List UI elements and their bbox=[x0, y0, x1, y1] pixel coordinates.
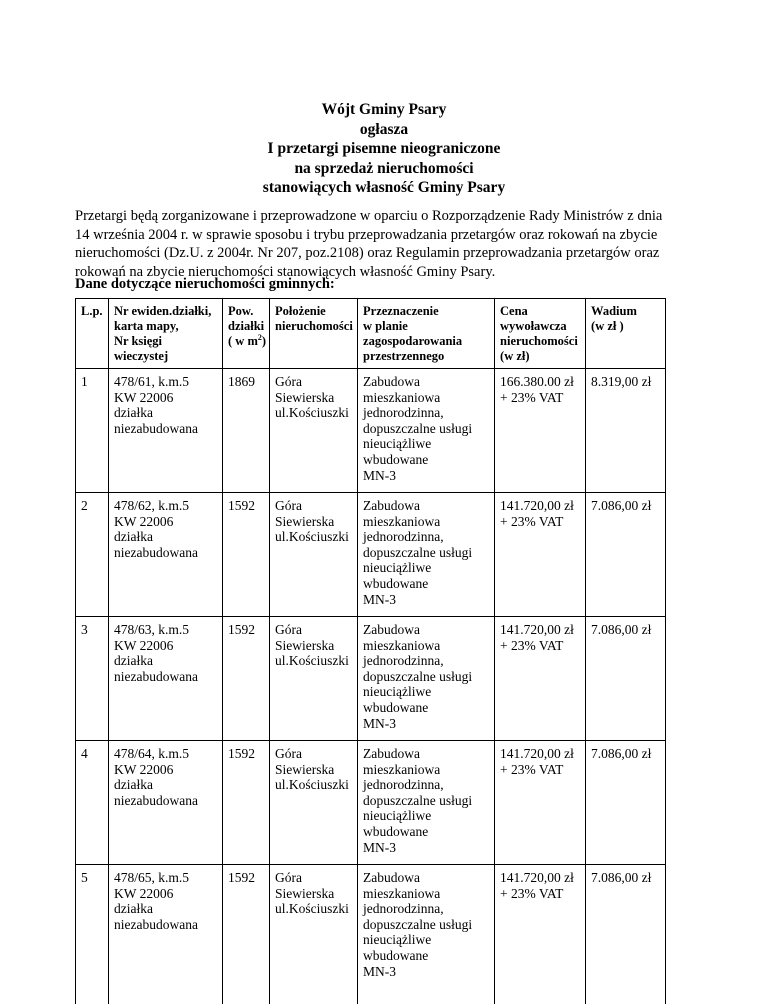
cell-line: ul.Kościuszki bbox=[275, 653, 354, 669]
cell-area: 1592 bbox=[223, 865, 270, 1004]
cell-parcel-number bbox=[109, 865, 223, 1004]
cell-line: działka bbox=[114, 653, 219, 669]
cell-line: 478/64, k.m.5 bbox=[114, 746, 219, 762]
cell-line: KW 22006 bbox=[114, 638, 219, 654]
cell-line: Zabudowa bbox=[363, 498, 491, 514]
cell-price bbox=[495, 865, 586, 1004]
cell-parcel-number bbox=[109, 617, 223, 741]
intro-line: rokowań na zbycie nieruchomości stanowiących własność Gminy Psary. bbox=[75, 263, 715, 282]
header-line: (w zł ) bbox=[591, 319, 662, 334]
cell-price bbox=[495, 617, 586, 741]
header-line-part: ( w m bbox=[228, 334, 258, 348]
cell-line: Góra bbox=[275, 622, 354, 638]
table-header-row bbox=[76, 299, 666, 369]
header-line: Położenie bbox=[275, 304, 354, 319]
cell-line: MN-3 bbox=[363, 592, 491, 608]
cell-purpose bbox=[358, 741, 495, 865]
intro-line: 14 września 2004 r. w sprawie sposobu i trybu przeprowadzania przetargów oraz rokowań na zbycie bbox=[75, 226, 715, 245]
header-line: (w zł) bbox=[500, 349, 582, 364]
cell-line: MN-3 bbox=[363, 716, 491, 732]
cell-line: 478/63, k.m.5 bbox=[114, 622, 219, 638]
cell-line: Siewierska bbox=[275, 390, 354, 406]
header-purpose bbox=[358, 299, 495, 369]
header-line bbox=[228, 334, 266, 349]
cell-line: nieuciążliwe bbox=[363, 684, 491, 700]
cell-line: nieuciążliwe bbox=[363, 808, 491, 824]
cell-line: KW 22006 bbox=[114, 886, 219, 902]
cell-price bbox=[495, 369, 586, 493]
cell-line: działka bbox=[114, 777, 219, 793]
cell-line: Góra bbox=[275, 870, 354, 886]
cell-line: jednorodzinna, bbox=[363, 529, 491, 545]
cell-line: niezabudowana bbox=[114, 669, 219, 685]
cell-line: MN-3 bbox=[363, 840, 491, 856]
cell-line: jednorodzinna, bbox=[363, 901, 491, 917]
cell-lp: 1 bbox=[76, 369, 109, 493]
cell-line: + 23% VAT bbox=[500, 390, 582, 406]
cell-line: ul.Kościuszki bbox=[275, 777, 354, 793]
cell-area: 1592 bbox=[223, 493, 270, 617]
cell-line: jednorodzinna, bbox=[363, 405, 491, 421]
cell-location bbox=[270, 741, 358, 865]
cell-lp: 2 bbox=[76, 493, 109, 617]
cell-deposit: 8.319,00 zł bbox=[586, 369, 666, 493]
cell-line: niezabudowana bbox=[114, 421, 219, 437]
intro-line: nieruchomości (Dz.U. z 2004r. Nr 207, poz.2108) oraz Regulamin przeprowadzania przetargów oraz bbox=[75, 244, 715, 263]
cell-line: wbudowane bbox=[363, 824, 491, 840]
cell-line: Siewierska bbox=[275, 762, 354, 778]
cell-line: Góra bbox=[275, 746, 354, 762]
header-line: nieruchomości bbox=[500, 334, 582, 349]
header-line: zagospodarowania bbox=[363, 334, 491, 349]
cell-price bbox=[495, 493, 586, 617]
cell-purpose bbox=[358, 493, 495, 617]
header-lp bbox=[76, 299, 109, 369]
header-line: Przeznaczenie bbox=[363, 304, 491, 319]
title-line: ogłasza bbox=[0, 120, 768, 140]
cell-purpose bbox=[358, 369, 495, 493]
cell-deposit: 7.086,00 zł bbox=[586, 617, 666, 741]
cell-deposit: 7.086,00 zł bbox=[586, 865, 666, 1004]
cell-location bbox=[270, 865, 358, 1004]
cell-line: Zabudowa bbox=[363, 870, 491, 886]
cell-area: 1592 bbox=[223, 617, 270, 741]
cell-line: Siewierska bbox=[275, 514, 354, 530]
header-line: działki bbox=[228, 319, 266, 334]
title-line: na sprzedaż nieruchomości bbox=[0, 159, 768, 179]
table-row bbox=[76, 369, 666, 493]
cell-purpose bbox=[358, 865, 495, 1004]
cell-line: dopuszczalne usługi bbox=[363, 421, 491, 437]
header-line: przestrzennego bbox=[363, 349, 491, 364]
table-row bbox=[76, 741, 666, 865]
cell-line: ul.Kościuszki bbox=[275, 901, 354, 917]
cell-line: mieszkaniowa bbox=[363, 886, 491, 902]
cell-line: nieuciążliwe bbox=[363, 436, 491, 452]
cell-line: niezabudowana bbox=[114, 545, 219, 561]
cell-line: dopuszczalne usługi bbox=[363, 545, 491, 561]
header-price bbox=[495, 299, 586, 369]
cell-line: KW 22006 bbox=[114, 762, 219, 778]
cell-line: + 23% VAT bbox=[500, 762, 582, 778]
cell-parcel-number bbox=[109, 741, 223, 865]
intro-line: Przetargi będą zorganizowane i przeprowadzone w oparciu o Rozporządzenie Rady Ministrów z dnia bbox=[75, 207, 715, 226]
cell-line: Zabudowa bbox=[363, 374, 491, 390]
cell-lp: 5 bbox=[76, 865, 109, 1004]
cell-line: ul.Kościuszki bbox=[275, 529, 354, 545]
table-row bbox=[76, 493, 666, 617]
header-line: wywoławcza bbox=[500, 319, 582, 334]
header-line: Pow. bbox=[228, 304, 266, 319]
cell-line: niezabudowana bbox=[114, 917, 219, 933]
cell-line: MN-3 bbox=[363, 468, 491, 484]
cell-line: 478/65, k.m.5 bbox=[114, 870, 219, 886]
cell-line: Siewierska bbox=[275, 886, 354, 902]
cell-line: 478/61, k.m.5 bbox=[114, 374, 219, 390]
cell-line: działka bbox=[114, 405, 219, 421]
cell-line: dopuszczalne usługi bbox=[363, 793, 491, 809]
cell-line: nieuciążliwe bbox=[363, 932, 491, 948]
cell-line: jednorodzinna, bbox=[363, 653, 491, 669]
table-row bbox=[76, 865, 666, 1004]
header-line: nieruchomości bbox=[275, 319, 354, 334]
header-parcel-number bbox=[109, 299, 223, 369]
cell-location bbox=[270, 617, 358, 741]
cell-lp: 4 bbox=[76, 741, 109, 865]
header-area bbox=[223, 299, 270, 369]
cell-line: ul.Kościuszki bbox=[275, 405, 354, 421]
properties-table bbox=[75, 298, 666, 1004]
header-line: Cena bbox=[500, 304, 582, 319]
header-deposit bbox=[586, 299, 666, 369]
cell-line: dopuszczalne usługi bbox=[363, 917, 491, 933]
cell-line: wbudowane bbox=[363, 948, 491, 964]
table-row bbox=[76, 617, 666, 741]
cell-line: działka bbox=[114, 901, 219, 917]
title-line: I przetargi pisemne nieograniczone bbox=[0, 139, 768, 159]
cell-line: 141.720,00 zł bbox=[500, 622, 582, 638]
cell-location bbox=[270, 493, 358, 617]
cell-line: Góra bbox=[275, 374, 354, 390]
header-line: Wadium bbox=[591, 304, 662, 319]
cell-area: 1592 bbox=[223, 741, 270, 865]
cell-parcel-number bbox=[109, 493, 223, 617]
cell-line: Zabudowa bbox=[363, 746, 491, 762]
header-line: wieczystej bbox=[114, 349, 219, 364]
cell-line: mieszkaniowa bbox=[363, 514, 491, 530]
cell-line: 141.720,00 zł bbox=[500, 746, 582, 762]
cell-deposit: 7.086,00 zł bbox=[586, 741, 666, 865]
cell-price bbox=[495, 741, 586, 865]
cell-line: mieszkaniowa bbox=[363, 638, 491, 654]
intro-paragraph bbox=[75, 207, 715, 281]
cell-line: jednorodzinna, bbox=[363, 777, 491, 793]
header-line-part: ) bbox=[262, 334, 266, 348]
cell-line: + 23% VAT bbox=[500, 886, 582, 902]
header-line: karta mapy, bbox=[114, 319, 219, 334]
cell-line: działka bbox=[114, 529, 219, 545]
cell-line: nieuciążliwe bbox=[363, 560, 491, 576]
section-heading: Dane dotyczące nieruchomości gminnych: bbox=[75, 275, 335, 293]
cell-area: 1869 bbox=[223, 369, 270, 493]
cell-line: mieszkaniowa bbox=[363, 762, 491, 778]
title-line: stanowiących własność Gminy Psary bbox=[0, 178, 768, 198]
cell-lp: 3 bbox=[76, 617, 109, 741]
superscript: 2 bbox=[258, 333, 262, 342]
header-line: L.p. bbox=[81, 304, 105, 319]
cell-line: 478/62, k.m.5 bbox=[114, 498, 219, 514]
cell-line: MN-3 bbox=[363, 964, 491, 980]
cell-line: Siewierska bbox=[275, 638, 354, 654]
cell-location bbox=[270, 369, 358, 493]
cell-line: wbudowane bbox=[363, 576, 491, 592]
cell-purpose bbox=[358, 617, 495, 741]
title-line: Wójt Gminy Psary bbox=[0, 100, 768, 120]
cell-line: dopuszczalne usługi bbox=[363, 669, 491, 685]
cell-deposit: 7.086,00 zł bbox=[586, 493, 666, 617]
header-line: w planie bbox=[363, 319, 491, 334]
announcement-title bbox=[0, 100, 768, 198]
cell-line: mieszkaniowa bbox=[363, 390, 491, 406]
header-location bbox=[270, 299, 358, 369]
cell-line: wbudowane bbox=[363, 700, 491, 716]
cell-line: Góra bbox=[275, 498, 354, 514]
cell-line: + 23% VAT bbox=[500, 638, 582, 654]
cell-line: 141.720,00 zł bbox=[500, 498, 582, 514]
cell-line: KW 22006 bbox=[114, 514, 219, 530]
cell-line: 166.380.00 zł bbox=[500, 374, 582, 390]
cell-line: niezabudowana bbox=[114, 793, 219, 809]
cell-line: + 23% VAT bbox=[500, 514, 582, 530]
cell-line: wbudowane bbox=[363, 452, 491, 468]
cell-line: KW 22006 bbox=[114, 390, 219, 406]
header-line: Nr księgi bbox=[114, 334, 219, 349]
cell-line: Zabudowa bbox=[363, 622, 491, 638]
cell-parcel-number bbox=[109, 369, 223, 493]
cell-line: 141.720,00 zł bbox=[500, 870, 582, 886]
header-line: Nr ewiden.działki, bbox=[114, 304, 219, 319]
